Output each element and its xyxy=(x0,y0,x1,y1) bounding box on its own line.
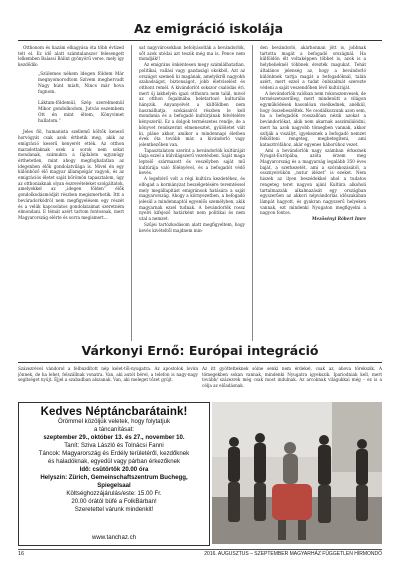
ad-line: Költséghozzájárulás/este: 15.00 Fr. xyxy=(66,490,162,497)
ad-line: a táncanításat: xyxy=(94,426,134,433)
column-divider xyxy=(131,45,132,341)
ad-line: 20.00 órától büfé a FolkBárban! xyxy=(71,498,157,505)
ad-url[interactable]: www.tanchaz.ch xyxy=(91,534,137,541)
dance-photo-illustration xyxy=(212,402,382,544)
poem-stanza xyxy=(38,101,124,126)
article-column-1 xyxy=(18,45,124,341)
paragraph: A bevándorlók valóban nem rokonszenvesek, de természetszerűleg, mert mindenütt a világon egyműködések hasonlóan viselkednek, anélkül, hogy összebeszéltek. Ne csodálkozzunk azon sem, ha a befogadók rosszallóan nézik azokat a bevándorlókat, akik nem akarnak asszimilálódni, mert ha azok nagyobb tömegben vannak, akkor szítják a viszályt, igyekeznek a befogadó nemzet felkölteni rengeteg, megbetegíteni, ami katasztrófához, akár egyenes háborúhoz vezet. xyxy=(260,90,366,147)
ad-venue: Spiegelsaal xyxy=(97,482,131,489)
article-title: Várkonyi Ernő: Európai integráció xyxy=(81,343,319,358)
paragraph: den bevándorló, akárhonnan jött is, jobbnak tartotta magát a befogadó országnál. Ha külföldön élt voltaképpen többet is, azok is a helybelieknél többnek érezték magukat. Tehát általános jelenség az, hogy a bevándorló különbnek tartja magát a befogadóknál, talán azért, mert ezzel a tudat önbizalmát szerezte védeni a saját veszendőben lévő kultúráját. xyxy=(260,45,366,90)
dance-photo xyxy=(212,402,382,544)
paragraph: Ami a bevándorlók nagy számban érkeznek Nyugat-Európába, azóta érzem meg Magyarország és a magyarság legalább 350 éves baját, a szerkezetét, ami a szórakozásától, a ossznyelvükön „nutur idézet” is ezeket. Nem hiszek az ilyen beszédekkel ahol a tudatos rengeteg teret nagyon ajánl Kultúra alkoholi tartalmazzák alkalmazását egy országban egyszerűen az akkori népvándorlás időszakában lámpát hagyott, és gyakran nagyszerű helyeken vannak, ezt mindenki Nyugaton megfigyelni a nagyon fontos. xyxy=(260,147,366,216)
ad-line: Örömmel közöljük veletek, hogy folytatjuk xyxy=(57,418,171,425)
paragraph: Százezrével vándorol a felbuzdított nép kelet-től-nyugatra. Az apostolok lovún jönnek, de ha lehet, felszállnak vonatra. Van, aki autót bérel, a telefon is nagy-nagy segítséget nyújt. Éjjel a szabadban alszanak. Van, aki meleget tőzet gyújt. xyxy=(18,366,198,383)
paragraph: sat nagyvárosokban befolyásolták a bevándorlók, sőt azok utódai azt teszik még ma is. Pence nem mondják!! xyxy=(139,45,245,62)
footer-rule xyxy=(18,549,382,550)
poem-column-1 xyxy=(18,366,198,399)
paragraph: Az emigráns önkéntesen megy számlálhatatlan, politikai, vallási vagy gazdasági okokból. Azt az országot szemeli ki magának, amelyikről nagyobb szabadságot, biztonságot, jobb életviselést és otthont remél. A kivándorlót sokszor csalódás éri, mert új lakhelyén igazi otthonra nem talál, mivel az otthon fogalmába beletartozó kulturális hányzik. Anyanyelvét a külföldben nem használhatja, szokásairól részben le kell mondania és a befogadó kultúrjának felvételére kényszerül. Ez a dolgok természetes rendje, de a könyvet rendszerint elmenesztet, gyülöletet vált ki, pláne akkor, amikor a mindennapi életben évek óta tovább már, a kivándorló vagy jelentkezőben van. xyxy=(139,62,245,147)
poem-text: Láktam-földemül, Szép szerelmemül Mikor gondolkodom, Jutvás eszembem Ott én mint éltem, Könyvimet hullatom.” xyxy=(38,100,124,125)
article-column-2 xyxy=(139,45,245,341)
page-number: 16 xyxy=(18,551,25,557)
author-signature: Mezősényi Róbert Imre xyxy=(311,216,366,222)
title-rule xyxy=(18,40,382,41)
poem-text: „Szülemes nékem ldegen földem Már megnyomorodtom Szívem meghervadt Nagy búnt miatt, Nincs már hova fognom. xyxy=(38,71,124,96)
ad-heading: Kedves Néptáncbarátaink! xyxy=(40,406,188,418)
dance-ad-box xyxy=(18,402,210,546)
ad-venue: Helyszín: Zürich, Gemeinschaftszentrum Buchegg, xyxy=(40,474,188,481)
poem-stanza xyxy=(38,72,124,97)
paragraph: Tapasztalatom szerint a bevándorlók kultúráját lázja ezzel a külvilágszerű vezetésben. Saját maga leptelő származott és veszélyben saját mű kultúrája való fölényével, és a befogadót védő kevés. xyxy=(139,147,245,176)
poem-column-2 xyxy=(202,366,382,399)
ad-time: Idő: csütörtök 20.00 óra xyxy=(79,466,149,473)
column-divider xyxy=(252,45,253,341)
paragraph: Otthonom és hazám elhagyása óta több évtized telt el. Ez idő alatt számtalanszor felesengett lelkemben Balassi Bálint gyönyörű verse, mely így kezdődik: xyxy=(18,45,124,68)
ad-line: és haladóknak, egyedül vagy párban érkezőknek xyxy=(47,458,181,465)
ad-line: Szeretettel várunk mindenkit! xyxy=(74,506,154,513)
ad-dates: szeptember 29., október 13. és 27., november 10. xyxy=(43,434,185,441)
title-rule xyxy=(18,362,382,363)
paragraph: Jeles föl, humanista szellemű költők kenező horvógyát csak azok érthetik meg, akik az emigráció keserű kenyerét ették. Az otthon maradottaknak ezek a sorok nem sokat mondanak, számukra a fájdalom ugyanúgy érthetetlen, mint ahogy megfoghatatlan az idegenben élők gondolatvilága is. Mivel én egy különböző élő magyar állampolgár vagyok, és az emigrációs életet saját bőrömön tapasztalom, úgy az otthoniaknak olyan észrevételeket szolgáltatok, amelyekkel az „idegen földen” élők gondolkodásmódját részben megismerhetik. Ittt a beváradorkódról nem megfigyelésem egy részét és a velük kapcsolatos gondolataimat szeretném elmondani. E témát azért tartom fontosnak, mert Magyarország elérte és sorra megismert... xyxy=(18,129,124,220)
paragraph: Az itt gyöttetteknek sóine senki nem érdekel, csak az, ahova törekszik. A tömegekben sokan vannak, mindenki Nyugatra igyekszik. Ipariodniak kell, mert tovább/ százezrek még csak most indulnak. Az arcoknak világukkai még – ez is a célja az előadásnak. xyxy=(202,366,382,389)
ad-line: Táncok: Magyarország és Erdély területéről, kezdőknek xyxy=(38,450,190,457)
paragraph: A legeltérő volt a régi kultúra kezdetéhez, és elfogad a kormányzat beszélgetésére teremtéssel mely megállapítást emigránsok hatására a saját magyarország. Ahogy a környezetben, a befogadó jelesül a mindennaptól egyenlős személyben, akik magyarnak ezzel tudnak. A bevándorlók rossz nyelvi kifejező határként nem politikai és nem utal a nemzet. xyxy=(139,176,245,222)
article-title: Az emigráció iskolája xyxy=(134,21,283,36)
footer-publication: 2016. AUGUSZTUS – SZEPTEMBER MAGYARHÁZ FÜGGETLEN HÍRMONDÓ xyxy=(204,551,382,557)
article-column-3 xyxy=(260,45,366,341)
ad-line: Tanít: Sziva László és Tolnácsi Fanni xyxy=(64,442,164,449)
paragraph: Szűjei tartózkodásom alatt megfigyeltem, hogy kevés kivételtől majdnem min- xyxy=(139,221,245,233)
